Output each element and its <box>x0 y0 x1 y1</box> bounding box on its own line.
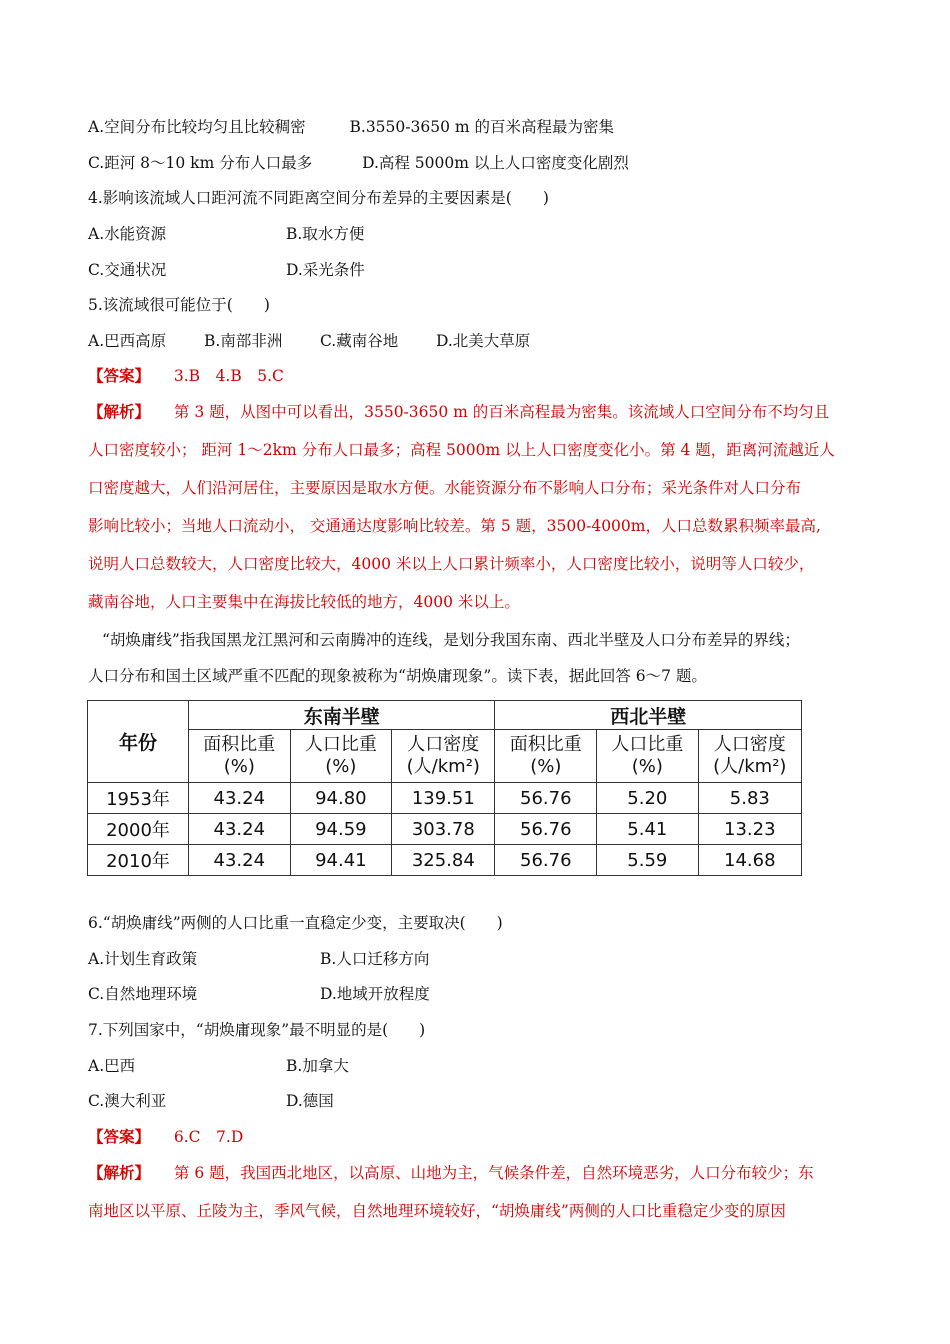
analysis-1-line-3: 口密度越大，人们沿河居住，主要原因是取水方便。水能资源分布不影响人口分布；采光条件对人口分布 <box>88 479 802 497</box>
q6-options-row1 <box>88 949 429 969</box>
q4-stem: 4.影响该流域人口距河流不同距离空间分布差异的主要因素是( ) <box>88 189 549 207</box>
table-cell: 94.41 <box>290 845 392 876</box>
answer-block-1 <box>88 366 284 386</box>
analysis-2-text-1: 第 6 题，我国西北地区，以高原、山地为主，气候条件差，自然环境恶劣，人口分布较少；东 <box>173 1164 814 1182</box>
q4-options-row1 <box>88 224 364 244</box>
q7-option-c: C.澳大利亚 <box>88 1092 167 1110</box>
column-header: 人口密度 (人/km²) <box>392 730 495 783</box>
q5-options <box>88 331 530 351</box>
column-header: 人口比重 (%) <box>597 730 699 783</box>
q5-option-d: D.北美大草原 <box>436 332 531 350</box>
q5-option-b: B.南部非洲 <box>204 332 283 350</box>
table-cell: 5.41 <box>597 814 699 845</box>
q6-option-d: D.地域开放程度 <box>320 985 430 1003</box>
analysis-1-line-5: 说明人口总数较大，人口密度比较大，4000 米以上人口累计频率小，人口密度比较小，说明等人口较少， <box>88 555 815 573</box>
analysis-1-line-1 <box>88 402 829 422</box>
analysis-1-line-2: 人口密度较小； 距河 1～2km 分布人口最多；高程 5000m 以上人口密度变化小。第 4 题，距离河流越近人 <box>88 441 835 459</box>
q4-option-c: C.交通状况 <box>88 261 167 279</box>
table-row <box>88 783 802 814</box>
table-cell: 94.59 <box>290 814 392 845</box>
analysis-1-text-1: 第 3 题，从图中可以看出，3550-3650 m 的百米高程最为密集。该流域人口空间分布不均匀且 <box>173 403 830 421</box>
table-cell: 5.83 <box>698 783 801 814</box>
table-cell: 5.59 <box>597 845 699 876</box>
analysis-tag: 【解析】 <box>88 402 151 421</box>
analysis-tag: 【解析】 <box>88 1163 151 1182</box>
q6-option-b: B.人口迁移方向 <box>320 950 430 968</box>
table-cell: 43.24 <box>189 845 291 876</box>
q3-options-row2 <box>88 153 629 173</box>
table-sub-header-row <box>88 730 802 783</box>
q4-options-row2 <box>88 260 365 280</box>
answer-text: 3.B 4.B 5.C <box>173 367 284 385</box>
q4-option-a: A.水能资源 <box>88 225 167 243</box>
column-header: 人口密度 (人/km²) <box>698 730 801 783</box>
q6-option-a: A.计划生育政策 <box>88 950 198 968</box>
q7-option-a: A.巴西 <box>88 1057 136 1075</box>
year-cell: 1953年 <box>88 783 189 814</box>
intro-line-2: 人口分布和国土区域严重不匹配的现象被称为“胡焕庸现象”。读下表，据此回答 6～7 题。 <box>88 667 707 685</box>
q5-option-c: C.藏南谷地 <box>320 332 399 350</box>
table-cell: 56.76 <box>495 783 597 814</box>
table-cell: 56.76 <box>495 845 597 876</box>
q4-option-d: D.采光条件 <box>286 261 365 279</box>
population-table <box>87 700 802 876</box>
northwest-header: 西北半壁 <box>495 701 802 730</box>
column-header: 面积比重 (%) <box>189 730 291 783</box>
q7-option-d: D.德国 <box>286 1092 334 1110</box>
q5-option-a: A.巴西高原 <box>88 332 167 350</box>
column-header: 人口比重 (%) <box>290 730 392 783</box>
year-cell: 2010年 <box>88 845 189 876</box>
table-cell: 94.80 <box>290 783 392 814</box>
answer-tag: 【答案】 <box>88 366 151 385</box>
q6-options-row2 <box>88 984 430 1004</box>
q3-option-b: B.3550-3650 m 的百米高程最为密集 <box>349 118 614 136</box>
table-cell: 139.51 <box>392 783 495 814</box>
table-cell: 325.84 <box>392 845 495 876</box>
answer-text: 6.C 7.D <box>173 1128 244 1146</box>
analysis-1-line-4: 影响比较小；当地人口流动小， 交通通达度影响比较差。第 5 题，3500-4000m，人口总数累积频率最高, <box>88 517 821 535</box>
answer-tag: 【答案】 <box>88 1127 151 1146</box>
table-cell: 56.76 <box>495 814 597 845</box>
q7-stem: 7.下列国家中，“胡焕庸现象”最不明显的是( ) <box>88 1021 426 1039</box>
table-cell: 43.24 <box>189 814 291 845</box>
analysis-2-line-1 <box>88 1163 814 1183</box>
table-row <box>88 845 802 876</box>
column-header: 面积比重 (%) <box>495 730 597 783</box>
q3-option-d: D.高程 5000m 以上人口密度变化剧烈 <box>362 154 629 172</box>
analysis-1-line-6: 藏南谷地，人口主要集中在海拔比较低的地方，4000 米以上。 <box>88 593 520 611</box>
table-cell: 5.20 <box>597 783 699 814</box>
year-header: 年份 <box>88 701 189 783</box>
q3-option-c: C.距河 8～10 km 分布人口最多 <box>88 154 313 172</box>
table-cell: 14.68 <box>698 845 801 876</box>
table-cell: 13.23 <box>698 814 801 845</box>
table-row <box>88 814 802 845</box>
q6-option-c: C.自然地理环境 <box>88 985 198 1003</box>
q7-option-b: B.加拿大 <box>286 1057 349 1075</box>
q4-option-b: B.取水方便 <box>286 225 365 243</box>
year-cell: 2000年 <box>88 814 189 845</box>
intro-line-1: “胡焕庸线”指我国黑龙江黑河和云南腾冲的连线，是划分我国东南、西北半壁及人口分布差异的界线； <box>102 631 800 649</box>
q3-option-a: A.空间分布比较均匀且比较稠密 <box>88 118 306 136</box>
table-group-header-row <box>88 701 802 730</box>
q3-options-row1 <box>88 117 614 137</box>
southeast-header: 东南半壁 <box>189 701 495 730</box>
table-cell: 43.24 <box>189 783 291 814</box>
q7-options-row2 <box>88 1091 334 1111</box>
q7-options-row1 <box>88 1056 349 1076</box>
analysis-2-line-2: 南地区以平原、丘陵为主，季风气候，自然地理环境较好，“胡焕庸线”两侧的人口比重稳定少变的原因 <box>88 1202 786 1220</box>
answer-block-2 <box>88 1127 243 1147</box>
q6-stem: 6.“胡焕庸线”两侧的人口比重一直稳定少变，主要取决( ) <box>88 914 503 932</box>
table-cell: 303.78 <box>392 814 495 845</box>
q5-stem: 5.该流域很可能位于( ) <box>88 296 270 314</box>
